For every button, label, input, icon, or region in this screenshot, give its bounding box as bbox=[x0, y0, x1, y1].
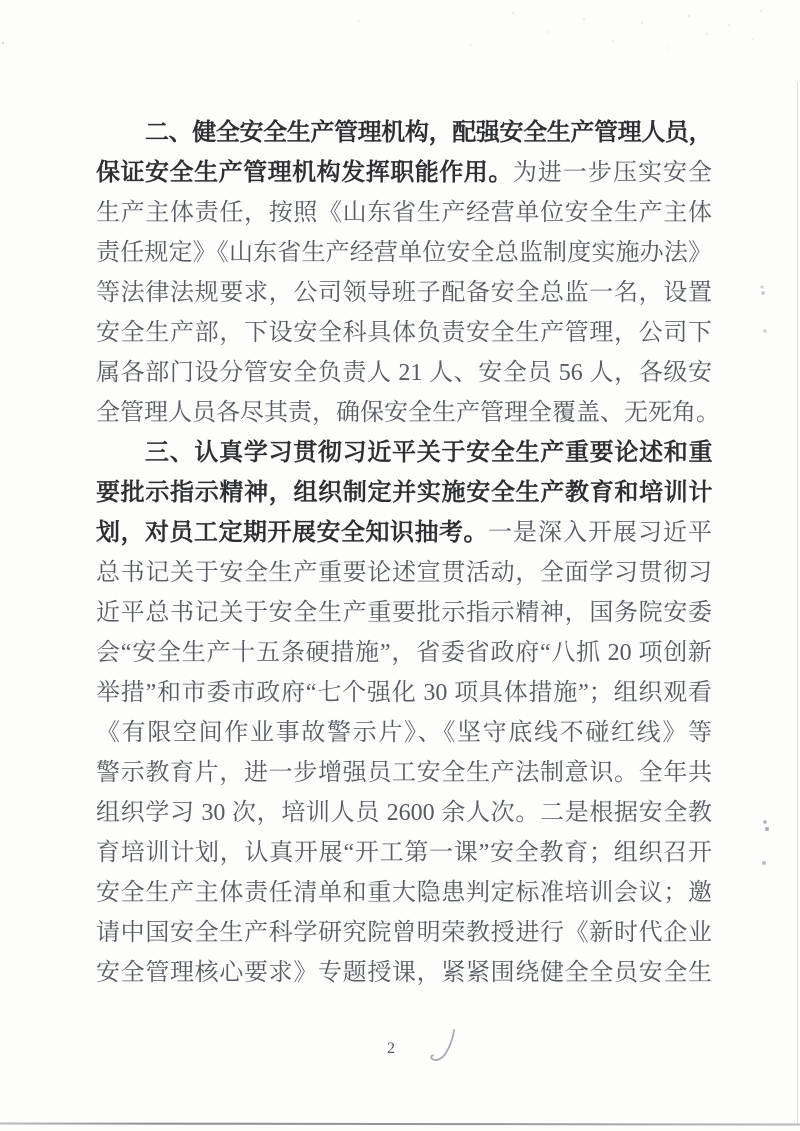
text-line bbox=[96, 513, 712, 553]
text-line bbox=[96, 553, 712, 593]
text-line bbox=[96, 873, 712, 913]
body-text: 属各部门设分管安全负责人 21 人、安全员 56 人，各级安 bbox=[96, 360, 712, 386]
page-number: 2 bbox=[387, 1040, 395, 1057]
body-text: 全管理人员各尽其责，确保安全生产管理全覆盖、无死角。 bbox=[96, 400, 720, 426]
body-text: 育培训计划，认真开展“开工第一课”安全教育；组织召开 bbox=[96, 840, 712, 866]
body-text: 会“安全生产十五条硬措施”，省委省政府“八抓 20 项创新 bbox=[96, 640, 712, 666]
body-text: 责任规定》《山东省生产经营单位安全总监制度实施办法》 bbox=[96, 240, 712, 266]
text-line bbox=[96, 633, 712, 673]
text-line bbox=[96, 753, 712, 793]
body-text: 总书记关于安全生产重要论述宣贯活动，全面学习贯彻习 bbox=[96, 560, 712, 586]
paragraph bbox=[96, 113, 720, 433]
body-text: 一是深入开展习近平 bbox=[488, 520, 712, 546]
text-line bbox=[96, 913, 712, 953]
body-text: 近平总书记关于安全生产重要批示指示精神，国务院安委 bbox=[96, 600, 712, 626]
text-line bbox=[96, 713, 712, 753]
text-line bbox=[96, 593, 712, 633]
text-line bbox=[96, 473, 712, 513]
text-line bbox=[96, 273, 712, 313]
body-text: 举措”和市委市政府“七个强化 30 项具体措施”；组织观看 bbox=[96, 680, 712, 706]
heading-bold-text: 三、认真学习贯彻习近平关于安全生产重要论述和重 bbox=[145, 439, 712, 466]
text-line bbox=[96, 433, 712, 473]
text-line bbox=[96, 833, 712, 873]
body-text: 请中国安全生产科学研究院曾明荣教授进行《新时代企业 bbox=[96, 920, 712, 946]
heading-bold-text: 要批示指示精神，组织制定并实施安全生产教育和培训计 bbox=[96, 479, 712, 506]
handwritten-pen-mark bbox=[424, 1026, 464, 1068]
heading-bold-text: 二、健全安全生产管理机构，配强安全生产管理人员， bbox=[145, 119, 712, 146]
scan-edge-bottom-line bbox=[0, 1122, 800, 1125]
text-line bbox=[96, 793, 712, 833]
scan-artifact-vertical-line bbox=[797, 82, 798, 1124]
body-text: 安全生产部，下设安全科具体负责安全生产管理，公司下 bbox=[96, 320, 712, 346]
body-text: 生产主体责任，按照《山东省生产经营单位安全生产主体 bbox=[96, 200, 712, 226]
body-text: 警示教育片，进一步增强员工安全生产法制意识。全年共 bbox=[96, 760, 712, 786]
text-line bbox=[96, 353, 712, 393]
body-text: 等法律法规要求，公司领导班子配备安全总监一名，设置 bbox=[96, 280, 712, 306]
paragraph bbox=[96, 433, 712, 993]
text-line bbox=[96, 953, 712, 993]
body-text: 安全生产主体责任清单和重大隐患判定标准培训会议；邀 bbox=[96, 880, 712, 906]
text-line bbox=[96, 673, 712, 713]
heading-bold-text: 保证安全生产管理机构发挥职能作用。 bbox=[96, 159, 513, 186]
text-line bbox=[96, 153, 712, 193]
scan-noise-specks bbox=[0, 0, 2, 2]
text-line bbox=[96, 113, 712, 153]
body-text: 为进一步压实安全 bbox=[512, 160, 713, 186]
heading-bold-text: 划，对员工定期开展安全知识抽考。 bbox=[96, 519, 488, 546]
body-text: 安全管理核心要求》专题授课，紧紧围绕健全全员安全生 bbox=[96, 960, 712, 986]
body-text: 组织学习 30 次，培训人员 2600 余人次。二是根据安全教 bbox=[96, 800, 712, 826]
text-line bbox=[96, 233, 712, 273]
body-text: 《有限空间作业事故警示片》、《坚守底线不碰红线》等 bbox=[96, 720, 712, 746]
text-line bbox=[96, 193, 712, 233]
text-line bbox=[96, 393, 720, 433]
text-line bbox=[96, 313, 712, 353]
document-text-block bbox=[96, 113, 720, 993]
